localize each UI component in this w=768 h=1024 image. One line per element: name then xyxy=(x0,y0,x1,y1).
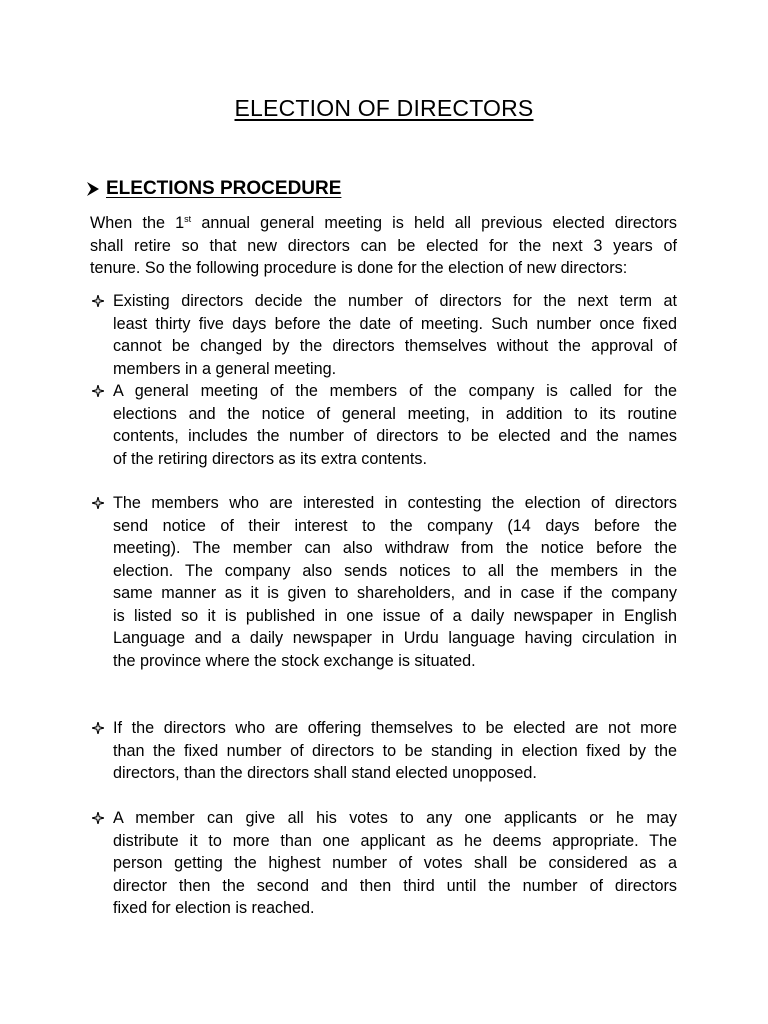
list-item-line: election. The company also sends notices to all the members in the xyxy=(113,561,677,580)
intro-line xyxy=(90,212,677,235)
list-item-text xyxy=(113,492,677,672)
list-item-line: If the directors who are offering themselves to be elected are not more xyxy=(113,719,677,737)
list-item-line: send notice of their interest to the company (14 days before the xyxy=(113,516,677,535)
list-item-line: fixed for election is reached. xyxy=(113,899,315,917)
list-item-line: least thirty five days before the date of meeting. Such number once fixed xyxy=(113,314,677,333)
list-item-line: cannot be changed by the directors themselves without the approval of xyxy=(113,337,677,355)
list-item-line: meeting). The member can also withdraw from the notice before the xyxy=(113,539,677,557)
list-item xyxy=(90,290,677,380)
list-item-line: distribute it to more than one applicant as he deems appropriate. The xyxy=(113,831,677,850)
list-item-line: is listed so it is published in one issue of a daily newspaper in English xyxy=(113,606,677,625)
diamond-bullet-icon xyxy=(92,722,104,734)
list-item-line: members in a general meeting. xyxy=(113,359,337,378)
list-item xyxy=(90,717,677,785)
list-item-line: A general meeting of the members of the company is called for the xyxy=(113,382,677,400)
list-item-line: of the retiring directors as its extra contents. xyxy=(113,449,427,468)
diamond-bullet-icon xyxy=(92,497,104,509)
intro-paragraph xyxy=(90,212,677,280)
list-item-line: director then the second and then third until the number of directors xyxy=(113,876,677,895)
list-item-line: Existing directors decide the number of directors for the next term at xyxy=(113,292,677,310)
arrowhead-bullet-icon xyxy=(86,181,100,197)
list-item-line: person getting the highest number of votes shall be considered as a xyxy=(113,854,677,872)
list-item-line: elections and the notice of general meeting, in addition to its routine xyxy=(113,404,677,423)
list-item-line: the province where the stock exchange is situated. xyxy=(113,651,476,670)
diamond-bullet-icon xyxy=(92,295,104,307)
diamond-bullet-icon xyxy=(92,385,104,397)
ordinal-superscript: st xyxy=(184,214,192,224)
list-item-line: The members who are interested in contesting the election of directors xyxy=(113,494,677,512)
list-item-line: contents, includes the number of directors to be elected and the names xyxy=(113,427,677,445)
list-item-text xyxy=(113,380,677,470)
diamond-bullet-icon xyxy=(92,812,104,824)
list-item xyxy=(90,380,677,470)
list-item-line: than the fixed number of directors to be standing in election fixed by the xyxy=(113,741,677,760)
list-item-line: A member can give all his votes to any one applicants or he may xyxy=(113,809,677,827)
list-item-text xyxy=(113,717,677,785)
intro-line: shall retire so that new directors can be elected for the next 3 years of xyxy=(90,236,677,255)
page-title: ELECTION OF DIRECTORS xyxy=(234,95,534,121)
intro-line: tenure. So the following procedure is done for the election of new directors: xyxy=(90,259,628,277)
intro-text: When the 1 xyxy=(90,214,185,232)
list-item xyxy=(90,807,677,920)
list-item-text xyxy=(113,290,677,380)
list-item-line: same manner as it is given to shareholders, and in case if the company xyxy=(113,584,677,602)
list-item-text xyxy=(113,807,677,920)
section-heading xyxy=(86,176,341,202)
section-heading-text: ELECTIONS PROCEDURE xyxy=(106,178,342,199)
list-item xyxy=(90,492,677,672)
list-item-line: directors, than the directors shall stand elected unopposed. xyxy=(113,764,537,782)
intro-text: annual general meeting is held all previous elected directors xyxy=(191,214,677,232)
list-item-line: Language and a daily newspaper in Urdu language having circulation in xyxy=(113,629,677,647)
